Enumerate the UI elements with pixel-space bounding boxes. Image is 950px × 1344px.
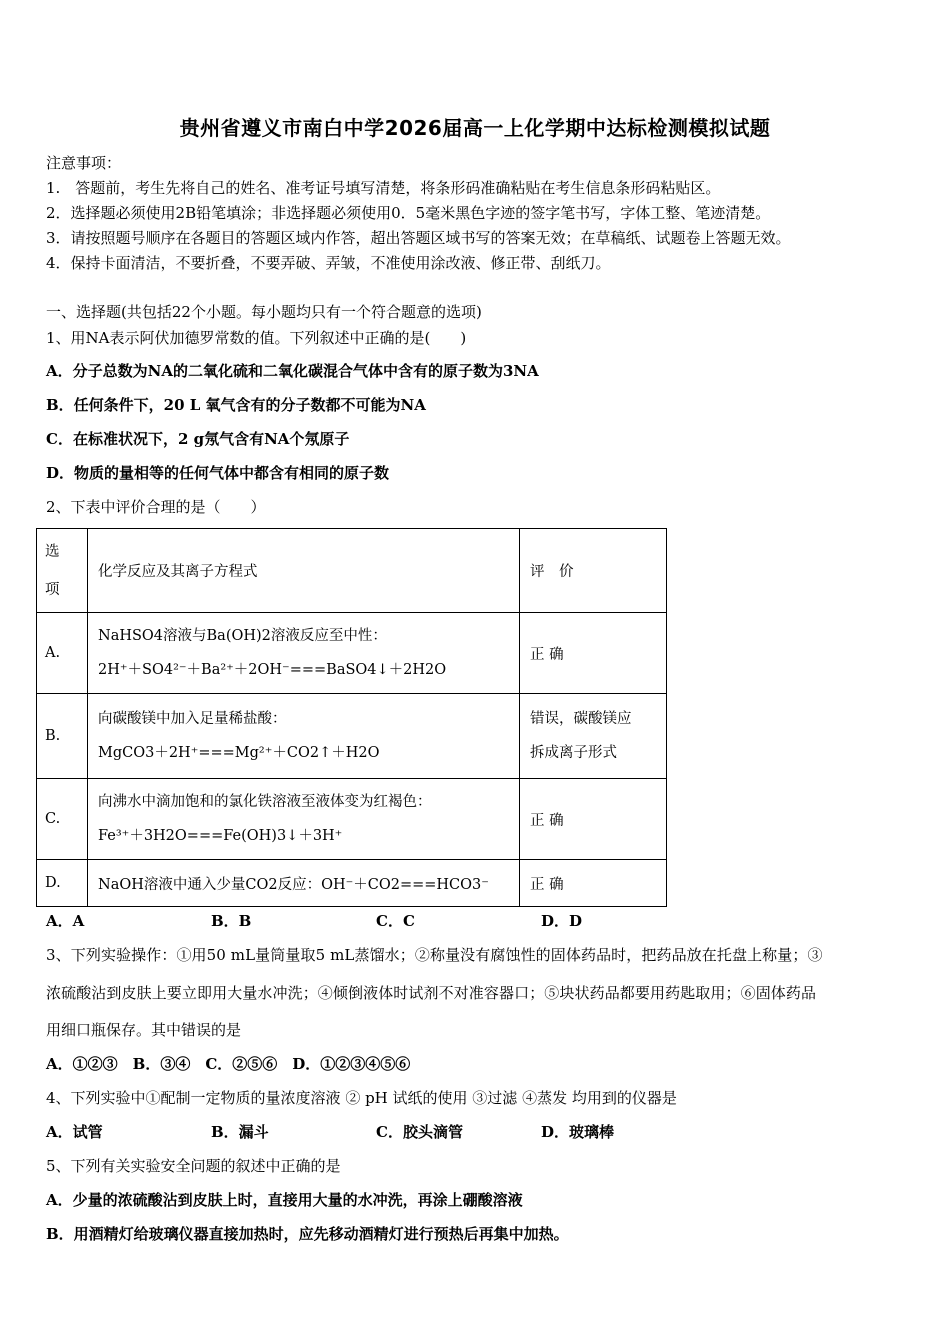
question-4-choice-d: D．玻璃棒 — [541, 1123, 615, 1141]
question-2-choice-d: D．D — [541, 912, 583, 930]
row-option: D. — [37, 860, 88, 907]
row-evaluation: 正 确 — [520, 613, 667, 694]
question-3-stem: 用细口瓶保存。其中错误的是 — [46, 1021, 242, 1039]
question-1-option-b: B．任何条件下，20 L 氧气含有的分子数都不可能为NA — [46, 396, 426, 414]
question-1-option-a: A．分子总数为NA的二氧化硫和二氧化碳混合气体中含有的原子数为3NA — [46, 362, 539, 380]
row-reaction: NaOH溶液中通入少量CO2反应：OH⁻＋CO2===HCO3⁻ — [88, 860, 520, 907]
notice-item: 4．保持卡面清洁，不要折叠，不要弄破、弄皱，不准使用涂改液、修正带、刮纸刀。 — [46, 254, 611, 272]
question-4-choice-c: C．胶头滴管 — [376, 1123, 463, 1141]
evaluation-table — [36, 528, 667, 907]
question-5-option-a: A．少量的浓硫酸沾到皮肤上时，直接用大量的水冲洗，再涂上硼酸溶液 — [46, 1191, 523, 1209]
row-option: C. — [37, 779, 88, 860]
row-option: B. — [37, 694, 88, 779]
question-3-stem: 3、下列实验操作：①用50 mL量筒量取5 mL蒸馏水；②称量没有腐蚀性的固体药品时，把药品放在托盘上称量；③ — [46, 946, 823, 964]
table-row — [37, 779, 667, 860]
question-1-option-c: C．在标准状况下，2 g氖气含有NA个氖原子 — [46, 430, 350, 448]
question-5-stem: 5、下列有关实验安全问题的叙述中正确的是 — [46, 1157, 341, 1175]
row-evaluation: 错误，碳酸镁应 拆成离子形式 — [520, 694, 667, 779]
row-reaction: NaHSO4溶液与Ba(OH)2溶液反应至中性： 2H⁺＋SO4²⁻＋Ba²⁺＋2OH⁻===BaSO4↓＋2H2O — [88, 613, 520, 694]
notice-item: 1. 答题前，考生先将自己的姓名、准考证号填写清楚，将条形码准确粘贴在考生信息条形码粘贴区。 — [46, 179, 721, 197]
header-reaction: 化学反应及其离子方程式 — [88, 529, 520, 613]
question-4-choice-b: B．漏斗 — [211, 1123, 269, 1141]
notice-item: 2．选择题必须使用2B铅笔填涂；非选择题必须使用0．5毫米黑色字迹的签字笔书写，字体工整、笔迹清楚。 — [46, 204, 771, 222]
question-3-stem: 浓硫酸沾到皮肤上要立即用大量水冲洗；④倾倒液体时试剂不对准容器口；⑤块状药品都要用药匙取用；⑥固体药品 — [46, 984, 817, 1002]
row-reaction: 向碳酸镁中加入足量稀盐酸： MgCO3＋2H⁺===Mg²⁺＋CO2↑＋H2O — [88, 694, 520, 779]
row-evaluation: 正 确 — [520, 779, 667, 860]
question-2-choice-b: B．B — [211, 912, 252, 930]
row-evaluation: 正 确 — [520, 860, 667, 907]
row-option: A. — [37, 613, 88, 694]
question-3-choices: A．①②③ B．③④ C．②⑤⑥ D．①②③④⑤⑥ — [46, 1055, 411, 1073]
question-2-stem: 2、下表中评价合理的是（ ） — [46, 498, 266, 516]
question-5-option-b: B．用酒精灯给玻璃仪器直接加热时，应先移动酒精灯进行预热后再集中加热。 — [46, 1225, 569, 1243]
header-evaluation: 评 价 — [520, 529, 667, 613]
page-title: 贵州省遵义市南白中学2026届高一上化学期中达标检测模拟试题 — [179, 116, 771, 140]
row-reaction: 向沸水中滴加饱和的氯化铁溶液至液体变为红褐色： Fe³⁺＋3H2O===Fe(OH)3↓＋3H⁺ — [88, 779, 520, 860]
question-1-option-d: D．物质的量相等的任何气体中都含有相同的原子数 — [46, 464, 390, 482]
table-row — [37, 860, 667, 907]
table-header-row — [37, 529, 667, 613]
question-4-stem: 4、下列实验中①配制一定物质的量浓度溶液 ② pH 试纸的使用 ③过滤 ④蒸发 均用到的仪器是 — [46, 1089, 677, 1107]
question-1-stem: 1、用NA表示阿伏加德罗常数的值。下列叙述中正确的是( ) — [46, 329, 467, 347]
table-row — [37, 694, 667, 779]
question-2-choice-a: A．A — [46, 912, 85, 930]
notice-heading: 注意事项： — [46, 154, 122, 172]
question-4-choice-a: A．试管 — [46, 1123, 103, 1141]
notice-item: 3．请按照题号顺序在各题目的答题区域内作答，超出答题区域书写的答案无效；在草稿纸、试题卷上答题无效。 — [46, 229, 791, 247]
question-2-choice-c: C．C — [376, 912, 415, 930]
section-heading: 一、选择题(共包括22个小题。每小题均只有一个符合题意的选项) — [46, 303, 482, 321]
table-row — [37, 613, 667, 694]
header-option: 选 项 — [37, 529, 88, 613]
